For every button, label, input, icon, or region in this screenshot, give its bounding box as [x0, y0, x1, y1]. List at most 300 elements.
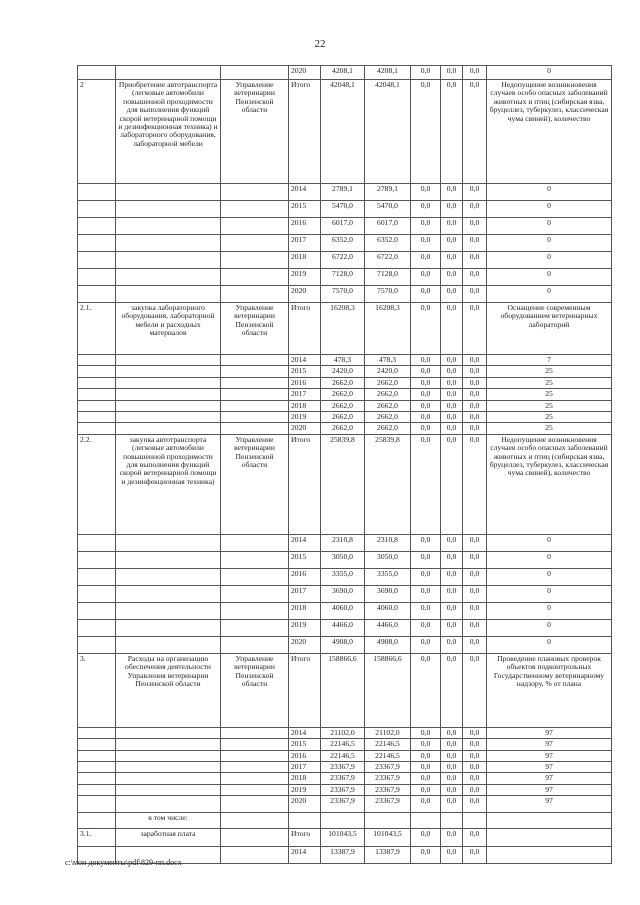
- table-cell: 0,0: [463, 423, 487, 434]
- table-cell: Итого: [289, 829, 321, 847]
- table-cell: 0,0: [463, 602, 487, 619]
- table-cell: [221, 389, 289, 400]
- table-cell: [78, 619, 116, 636]
- table-cell: [221, 201, 289, 218]
- table-cell: 0,0: [441, 829, 463, 847]
- table-row: [78, 400, 612, 411]
- table-cell: 2310,8: [365, 534, 411, 551]
- table-cell: [221, 423, 289, 434]
- table-cell: 22146,5: [321, 750, 365, 761]
- table-cell: 4466,0: [365, 619, 411, 636]
- table-cell: 6352,0: [365, 235, 411, 252]
- table-row: [78, 773, 612, 784]
- table-cell: 0,0: [411, 602, 441, 619]
- table-row: [78, 829, 612, 847]
- table-cell: 0,0: [411, 534, 441, 551]
- table-cell: [116, 400, 221, 411]
- table-cell: 2016: [289, 750, 321, 761]
- table-cell: 2662,0: [365, 400, 411, 411]
- table-cell: 0,0: [463, 389, 487, 400]
- table-cell: [116, 619, 221, 636]
- table-cell: [221, 269, 289, 286]
- table-row: [78, 389, 612, 400]
- table-cell: 0,0: [441, 534, 463, 551]
- table-cell: 0,0: [463, 653, 487, 727]
- table-cell: [116, 377, 221, 388]
- table-cell: [221, 252, 289, 269]
- table-cell: 2015: [289, 551, 321, 568]
- table-cell: 22146,5: [321, 739, 365, 750]
- table-cell: [221, 636, 289, 653]
- table-cell: 4466,0: [321, 619, 365, 636]
- table-cell: 2018: [289, 400, 321, 411]
- table-cell: 2020: [289, 636, 321, 653]
- table-cell: 0,0: [411, 80, 441, 184]
- table-cell: 478,3: [365, 355, 411, 366]
- table-row: [78, 568, 612, 585]
- table-cell: 0: [487, 551, 612, 568]
- table-cell: 101043,5: [321, 829, 365, 847]
- table-cell: 25: [487, 366, 612, 377]
- table-cell: 0,0: [411, 434, 441, 534]
- table-cell: Проведение плановых проверок объектов подконтрольных Государственному ветеринарному надзору, % от плана: [487, 653, 612, 727]
- table-row: [78, 762, 612, 773]
- table-row: [78, 434, 612, 534]
- table-cell: [116, 739, 221, 750]
- table-cell: [221, 727, 289, 738]
- table-cell: 0,0: [441, 303, 463, 355]
- table-cell: Недопущение возникновения случаев особо опасных заболеваний животных и птиц (сибирская язва, бруцеллез, туберкулез, классическая чума свиней), количество: [487, 80, 612, 184]
- table-cell: [78, 269, 116, 286]
- table-cell: 0,0: [411, 366, 441, 377]
- table-cell: 0: [487, 568, 612, 585]
- table-cell: 16208,3: [321, 303, 365, 355]
- table-cell: [116, 201, 221, 218]
- table-cell: 0,0: [411, 762, 441, 773]
- table-cell: Итого: [289, 303, 321, 355]
- table-cell: 97: [487, 739, 612, 750]
- table-cell: 2310,8: [321, 534, 365, 551]
- table-row: [78, 739, 612, 750]
- table-cell: [289, 813, 321, 829]
- table-cell: 0,0: [441, 551, 463, 568]
- table-cell: 0,0: [463, 534, 487, 551]
- table-cell: Приобретение автотранспорта (легковые автомобили повышенной проходимости для выполнения функций скорой ветеринарной помощи и дезинфекционная техника) и лабораторного оборудования, лабораторной мебели: [116, 80, 221, 184]
- table-cell: 0,0: [441, 423, 463, 434]
- table-cell: 42048,1: [321, 80, 365, 184]
- table-cell: 0: [487, 66, 612, 80]
- table-cell: 0: [487, 201, 612, 218]
- table-cell: [116, 568, 221, 585]
- table-cell: 0,0: [411, 739, 441, 750]
- table-row: [78, 366, 612, 377]
- table-cell: 3355,0: [321, 568, 365, 585]
- table-cell: 0,0: [463, 400, 487, 411]
- table-cell: [116, 218, 221, 235]
- table-cell: 0,0: [411, 829, 441, 847]
- table-cell: 22146,5: [365, 739, 411, 750]
- table-cell: [116, 750, 221, 761]
- table-cell: 0,0: [411, 377, 441, 388]
- table-cell: 2017: [289, 389, 321, 400]
- table-cell: 2020: [289, 423, 321, 434]
- table-cell: 0,0: [411, 235, 441, 252]
- table-cell: 2.1.: [78, 303, 116, 355]
- table-cell: [116, 366, 221, 377]
- table-cell: 21102,0: [321, 727, 365, 738]
- table-cell: Оснащение современным оборудованием ветеринарных лабораторий: [487, 303, 612, 355]
- table-cell: [116, 252, 221, 269]
- table-cell: [221, 551, 289, 568]
- table-row: [78, 355, 612, 366]
- table-cell: 2017: [289, 762, 321, 773]
- table-cell: 25839,8: [321, 434, 365, 534]
- table-cell: 3690,0: [365, 585, 411, 602]
- table-cell: 0,0: [441, 201, 463, 218]
- table-cell: 0,0: [411, 750, 441, 761]
- table-cell: 97: [487, 784, 612, 795]
- table-cell: 0,0: [411, 201, 441, 218]
- budget-table-body: [78, 66, 612, 864]
- table-cell: 42048,1: [365, 80, 411, 184]
- table-cell: [116, 796, 221, 813]
- table-cell: 0: [487, 252, 612, 269]
- table-cell: 2662,0: [365, 377, 411, 388]
- table-cell: 0,0: [441, 585, 463, 602]
- table-row: [78, 636, 612, 653]
- table-cell: [116, 184, 221, 201]
- table-cell: 0,0: [463, 585, 487, 602]
- table-cell: 0,0: [441, 619, 463, 636]
- table-row: [78, 602, 612, 619]
- table-cell: 0,0: [463, 762, 487, 773]
- table-row: [78, 750, 612, 761]
- table-cell: 23367,9: [365, 773, 411, 784]
- table-cell: [78, 252, 116, 269]
- table-cell: [221, 784, 289, 795]
- table-cell: 23367,9: [321, 773, 365, 784]
- table-cell: 2014: [289, 534, 321, 551]
- table-cell: 3050,0: [365, 551, 411, 568]
- table-cell: [221, 847, 289, 864]
- table-row: [78, 235, 612, 252]
- table-cell: 97: [487, 727, 612, 738]
- table-cell: [411, 813, 441, 829]
- table-cell: 0,0: [441, 727, 463, 738]
- table-cell: 97: [487, 796, 612, 813]
- table-cell: в том числе:: [116, 813, 221, 829]
- table-cell: 6722,0: [365, 252, 411, 269]
- table-cell: 23367,9: [321, 796, 365, 813]
- table-cell: [78, 218, 116, 235]
- table-cell: 0: [487, 286, 612, 303]
- table-cell: закупка лабораторного оборудования, лабораторной мебели и расходных материалов: [116, 303, 221, 355]
- table-cell: Итого: [289, 434, 321, 534]
- table-cell: [78, 784, 116, 795]
- table-cell: 158866,6: [321, 653, 365, 727]
- table-cell: 0,0: [441, 412, 463, 423]
- table-cell: 2020: [289, 796, 321, 813]
- table-cell: 2015: [289, 366, 321, 377]
- table-row: [78, 252, 612, 269]
- table-cell: 25: [487, 377, 612, 388]
- table-row: [78, 727, 612, 738]
- table-cell: 0,0: [411, 184, 441, 201]
- table-cell: [78, 235, 116, 252]
- table-cell: 23367,9: [365, 784, 411, 795]
- table-row: [78, 813, 612, 829]
- table-cell: 23367,9: [365, 762, 411, 773]
- table-cell: 0,0: [463, 773, 487, 784]
- table-cell: 0,0: [463, 80, 487, 184]
- table-cell: [78, 796, 116, 813]
- table-cell: 0,0: [411, 400, 441, 411]
- table-cell: 2.2.: [78, 434, 116, 534]
- table-cell: 0,0: [463, 269, 487, 286]
- table-cell: 0: [487, 534, 612, 551]
- table-cell: 0: [487, 184, 612, 201]
- table-row: [78, 412, 612, 423]
- table-cell: [221, 218, 289, 235]
- table-cell: [221, 184, 289, 201]
- table-cell: 0,0: [441, 773, 463, 784]
- table-cell: 0,0: [463, 286, 487, 303]
- table-cell: [487, 847, 612, 864]
- table-cell: 0,0: [411, 389, 441, 400]
- table-cell: 0,0: [411, 619, 441, 636]
- table-cell: Управление ветеринарии Пензенской области: [221, 303, 289, 355]
- table-cell: [221, 773, 289, 784]
- table-cell: [116, 423, 221, 434]
- budget-table: [77, 65, 612, 864]
- table-cell: 13387,9: [321, 847, 365, 864]
- table-cell: 2420,0: [321, 366, 365, 377]
- table-cell: [487, 813, 612, 829]
- table-cell: 0,0: [411, 218, 441, 235]
- table-cell: 2014: [289, 184, 321, 201]
- table-cell: 6352,0: [321, 235, 365, 252]
- table-cell: [116, 636, 221, 653]
- table-cell: 2019: [289, 412, 321, 423]
- table-cell: 0,0: [463, 434, 487, 534]
- table-cell: 0,0: [441, 434, 463, 534]
- table-cell: 0,0: [411, 252, 441, 269]
- table-cell: 4908,0: [321, 636, 365, 653]
- table-cell: 2662,0: [365, 423, 411, 434]
- table-cell: 7128,0: [321, 269, 365, 286]
- table-cell: [116, 286, 221, 303]
- table-cell: [221, 534, 289, 551]
- table-cell: [221, 796, 289, 813]
- table-row: [78, 423, 612, 434]
- table-cell: [221, 355, 289, 366]
- table-cell: 0,0: [441, 568, 463, 585]
- table-cell: [78, 813, 116, 829]
- table-cell: 0,0: [463, 201, 487, 218]
- table-cell: 0,0: [441, 750, 463, 761]
- table-cell: [78, 739, 116, 750]
- table-cell: [221, 585, 289, 602]
- table-cell: 0,0: [441, 286, 463, 303]
- table-cell: 0: [487, 602, 612, 619]
- table-cell: 0: [487, 269, 612, 286]
- table-cell: [78, 423, 116, 434]
- table-cell: [78, 66, 116, 80]
- table-cell: 0,0: [441, 66, 463, 80]
- table-cell: 0,0: [441, 184, 463, 201]
- table-cell: 6722,0: [321, 252, 365, 269]
- table-cell: 2017: [289, 585, 321, 602]
- table-cell: 0,0: [441, 636, 463, 653]
- table-cell: 0,0: [463, 739, 487, 750]
- table-cell: 0,0: [463, 619, 487, 636]
- table-cell: [78, 750, 116, 761]
- table-cell: 25: [487, 412, 612, 423]
- table-cell: 0,0: [441, 80, 463, 184]
- table-cell: 6017,0: [321, 218, 365, 235]
- table-cell: [116, 66, 221, 80]
- table-cell: [78, 400, 116, 411]
- table-cell: 0,0: [411, 796, 441, 813]
- table-cell: 2018: [289, 252, 321, 269]
- table-cell: 0,0: [411, 269, 441, 286]
- table-cell: 0,0: [463, 784, 487, 795]
- table-cell: [78, 551, 116, 568]
- table-row: [78, 551, 612, 568]
- table-row: [78, 534, 612, 551]
- table-cell: 158866,6: [365, 653, 411, 727]
- table-cell: 2662,0: [321, 377, 365, 388]
- table-cell: [78, 727, 116, 738]
- table-cell: 0,0: [441, 269, 463, 286]
- table-cell: 7: [487, 355, 612, 366]
- table-cell: [78, 585, 116, 602]
- table-cell: 97: [487, 773, 612, 784]
- table-cell: 2420,0: [365, 366, 411, 377]
- table-cell: 0,0: [463, 750, 487, 761]
- table-cell: 2662,0: [365, 389, 411, 400]
- table-cell: 0,0: [463, 847, 487, 864]
- table-cell: 4060,0: [365, 602, 411, 619]
- table-cell: 7128,0: [365, 269, 411, 286]
- table-cell: [78, 773, 116, 784]
- table-cell: [116, 389, 221, 400]
- table-cell: [221, 568, 289, 585]
- table-cell: 22146,5: [365, 750, 411, 761]
- table-cell: 0,0: [411, 412, 441, 423]
- table-cell: 3690,0: [321, 585, 365, 602]
- table-cell: 4060,0: [321, 602, 365, 619]
- table-cell: 2019: [289, 619, 321, 636]
- table-cell: 2015: [289, 201, 321, 218]
- table-cell: 2017: [289, 235, 321, 252]
- table-cell: [116, 355, 221, 366]
- table-cell: [221, 377, 289, 388]
- table-cell: 0,0: [441, 784, 463, 795]
- table-cell: 23367,9: [365, 796, 411, 813]
- table-cell: Расходы на организацию обеспечения деятельности Управления ветеринарии Пензенской области: [116, 653, 221, 727]
- table-cell: 23367,9: [321, 762, 365, 773]
- table-cell: 3355,0: [365, 568, 411, 585]
- table-cell: 0,0: [411, 773, 441, 784]
- table-cell: 0,0: [441, 218, 463, 235]
- table-cell: 0,0: [411, 847, 441, 864]
- table-cell: 25: [487, 423, 612, 434]
- table-cell: закупка автотранспорта (легковые автомобили повышенной проходимости для выполнения функций скорой ветеринарной помощи и дезинфекционная техника): [116, 434, 221, 534]
- table-cell: [365, 813, 411, 829]
- table-cell: [221, 750, 289, 761]
- table-cell: 2014: [289, 355, 321, 366]
- table-row: [78, 619, 612, 636]
- table-cell: 97: [487, 750, 612, 761]
- table-cell: [78, 366, 116, 377]
- table-cell: [221, 813, 289, 829]
- table-cell: Итого: [289, 80, 321, 184]
- page-number: 22: [314, 38, 326, 50]
- table-cell: 0,0: [411, 551, 441, 568]
- table-cell: 25: [487, 389, 612, 400]
- table-cell: 13387,9: [365, 847, 411, 864]
- table-cell: [78, 412, 116, 423]
- table-cell: 0,0: [411, 423, 441, 434]
- table-cell: 0: [487, 585, 612, 602]
- table-cell: 0,0: [441, 389, 463, 400]
- table-cell: [116, 762, 221, 773]
- table-cell: 0,0: [441, 400, 463, 411]
- table-cell: 0,0: [441, 366, 463, 377]
- table-cell: 97: [487, 762, 612, 773]
- table-cell: [116, 784, 221, 795]
- table-cell: [221, 739, 289, 750]
- table-cell: 2016: [289, 218, 321, 235]
- table-cell: 2019: [289, 269, 321, 286]
- table-cell: [221, 286, 289, 303]
- table-cell: 0,0: [441, 602, 463, 619]
- table-cell: 6017,0: [365, 218, 411, 235]
- table-cell: [221, 400, 289, 411]
- table-cell: [78, 636, 116, 653]
- table-cell: [78, 568, 116, 585]
- table-cell: [116, 551, 221, 568]
- table-cell: [116, 412, 221, 423]
- table-cell: [78, 602, 116, 619]
- table-row: [78, 80, 612, 184]
- table-cell: [78, 201, 116, 218]
- table-cell: [221, 619, 289, 636]
- footer-file-path: c:\мои документы\pdf\829-пп.docx: [65, 858, 182, 867]
- table-cell: 0,0: [463, 727, 487, 738]
- table-cell: 0,0: [411, 303, 441, 355]
- table-cell: Управление ветеринарии Пензенской области: [221, 434, 289, 534]
- table-cell: [116, 602, 221, 619]
- table-cell: 0,0: [463, 235, 487, 252]
- table-cell: 2789,1: [321, 184, 365, 201]
- table-cell: [487, 829, 612, 847]
- table-cell: 0,0: [463, 829, 487, 847]
- table-cell: 25: [487, 400, 612, 411]
- table-cell: [78, 762, 116, 773]
- table-cell: 0,0: [441, 847, 463, 864]
- table-cell: 3.1.: [78, 829, 116, 847]
- table-cell: 0,0: [463, 568, 487, 585]
- table-cell: 2019: [289, 784, 321, 795]
- table-cell: 0,0: [463, 412, 487, 423]
- table-cell: [116, 269, 221, 286]
- table-cell: [78, 184, 116, 201]
- table-row: [78, 218, 612, 235]
- table-row: [78, 269, 612, 286]
- table-cell: 0,0: [463, 66, 487, 80]
